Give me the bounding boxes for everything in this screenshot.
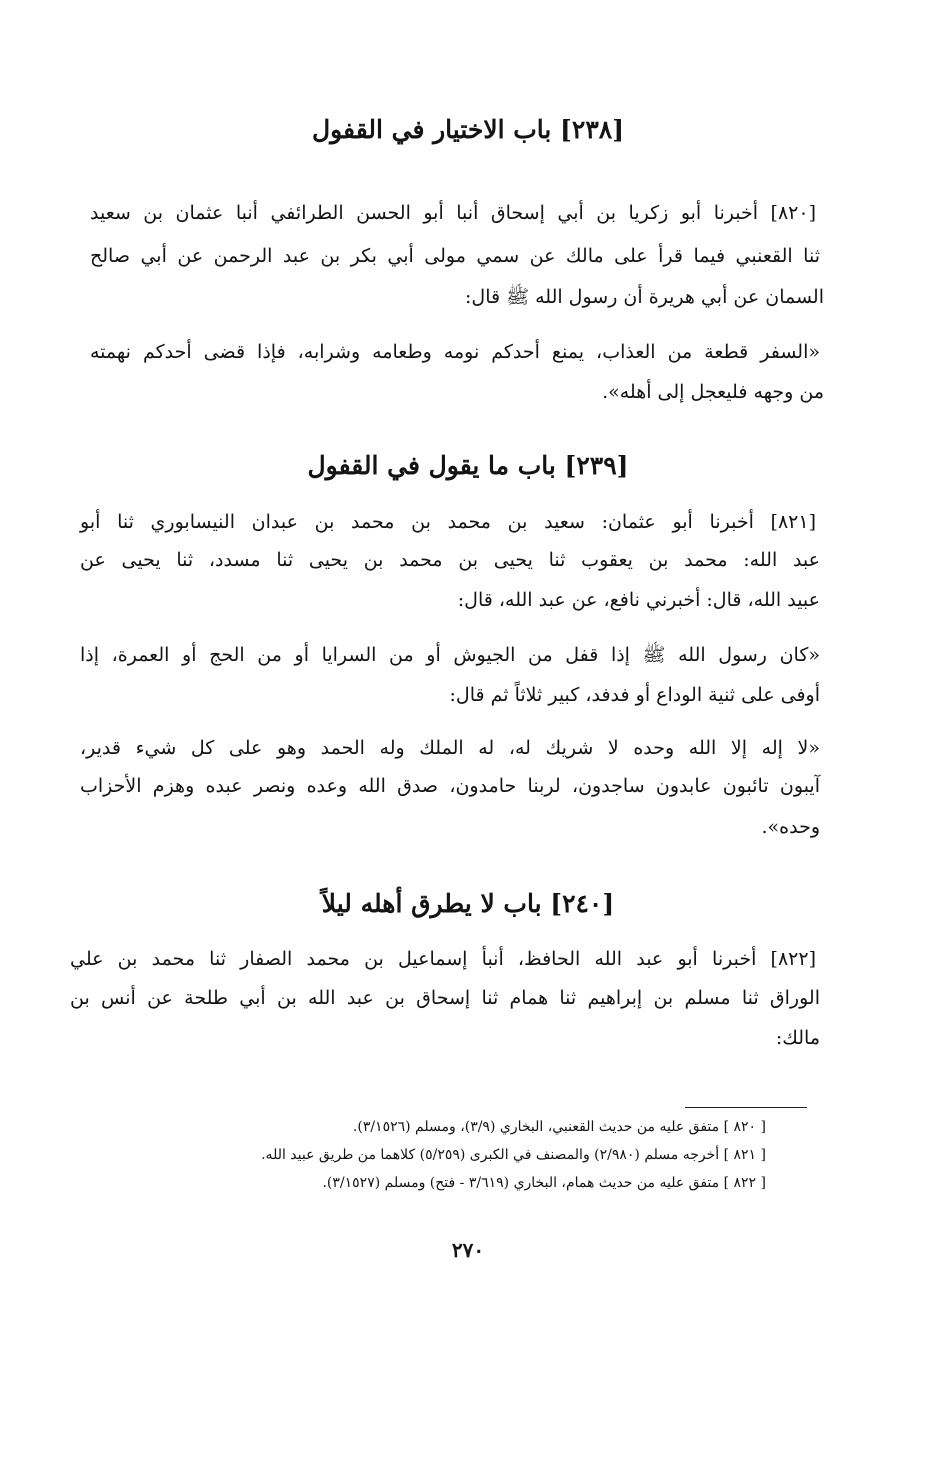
text-line: «لا إله إلا الله وحده لا شريك له، له الملك وله الحمد وهو على كل شيء قدير، xyxy=(80,737,820,759)
text-line: الوراق ثنا مسلم بن إبراهيم ثنا همام ثنا إسحاق بن عبد الله بن أبي طلحة عن أنس بن xyxy=(70,987,820,1009)
text-line: مالك: xyxy=(775,1027,820,1049)
text-line: ثنا القعنبي فيما قرأ على مالك عن سمي مولى أبي بكر بن عبد الرحمن عن أبي صالح xyxy=(90,245,820,267)
text-line: عبد الله: محمد بن يعقوب ثنا يحيى بن محمد بن يحيى ثنا مسدد، ثنا يحيى عن xyxy=(80,549,820,571)
footnote-divider xyxy=(685,1107,807,1108)
text-line: عبيد الله، قال: أخبرني نافع، عن عبد الله، قال: xyxy=(457,589,820,611)
section-heading-240: [٢٤٠] باب لا يطرق أهله ليلاً xyxy=(321,889,615,918)
text-line: آيبون تائبون عابدون ساجدون، لربنا حامدون، صدق الله وعده ونصر عبده وهزم الأحزاب xyxy=(80,775,820,797)
text-line: وحده». xyxy=(761,816,820,838)
text-line: «كان رسول الله ﷺ إذا قفل من الجيوش أو من السرايا أو من الحج أو العمرة، إذا xyxy=(80,644,820,666)
footnote-820: [ ٨٢٠ ] متفق عليه من حديث القعنبي، البخاري (٣/٩)، ومسلم (٣/١٥٢٦). xyxy=(352,1119,766,1135)
footnote-821: [ ٨٢١ ] أخرجه مسلم (٢/٩٨٠) والمصنف في الكبرى (٥/٢٥٩) كلاهما من طريق عبيد الله. xyxy=(261,1147,766,1163)
section-heading-238: [٢٣٨] باب الاختيار في القفول xyxy=(311,115,625,144)
text-line: من وجهه فليعجل إلى أهله». xyxy=(602,381,824,403)
text-line: السمان عن أبي هريرة أن رسول الله ﷺ قال: xyxy=(464,286,824,308)
text-line: [٨٢٢] أخبرنا أبو عبد الله الحافظ، أنبأ إسماعيل بن محمد الصفار ثنا محمد بن علي xyxy=(70,948,816,970)
text-line: أوفى على ثنية الوداع أو فدفد، كبير ثلاثاً ثم قال: xyxy=(449,684,820,706)
text-line: «السفر قطعة من العذاب، يمنع أحدكم نومه وطعامه وشرابه، فإذا قضى أحدكم نهمته xyxy=(90,341,820,363)
footnote-822: [ ٨٢٢ ] متفق عليه من حديث همام، البخاري (٣/٦١٩ - فتح) ومسلم (٣/١٥٢٧). xyxy=(322,1175,766,1191)
text-line: [٨٢٠] أخبرنا أبو زكريا بن أبي إسحاق أنبا أبو الحسن الطرائفي أنبا عثمان بن سعيد xyxy=(90,202,816,224)
section-heading-239: [٢٣٩] باب ما يقول في القفول xyxy=(307,451,629,480)
text-line: [٨٢١] أخبرنا أبو عثمان: سعيد بن محمد بن محمد بن عبدان النيسابوري ثنا أبو xyxy=(80,511,816,533)
page-number: ٢٧٠ xyxy=(451,1238,485,1262)
